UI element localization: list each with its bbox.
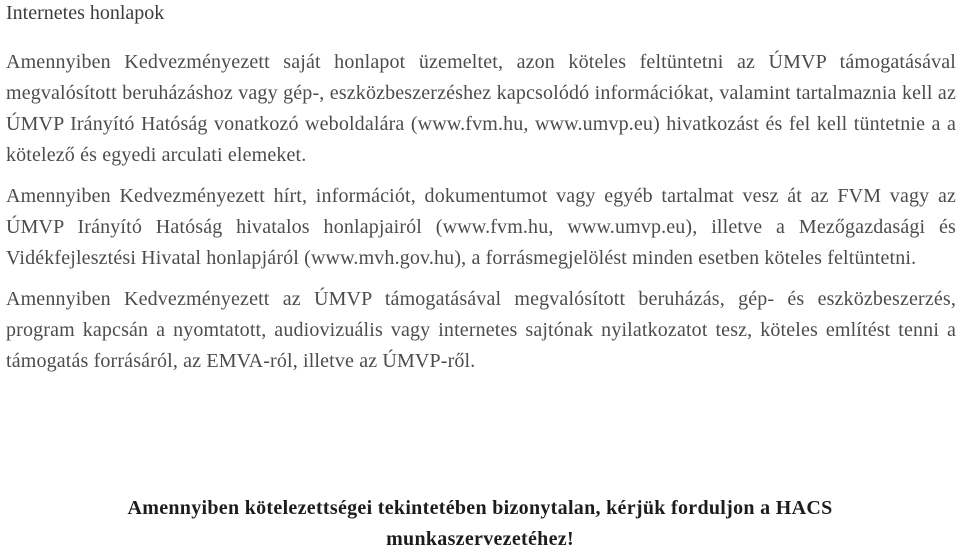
paragraph-own-website: Amennyiben Kedvezményezett saját honlapot üzemeltet, azon köteles feltüntetni az ÚMVP támogatásával megvalósított beruházáshoz vagy gép-, eszközbeszerzéshez kapcsolódó információkat, valamint tartalmaznia kell az ÚMVP Irányító Hatóság vonatkozó weboldalára (www.fvm.hu, www.umvp.eu) hivatkozást és fel kell tüntetnie a a kötelező és egyedi arculati elemeket.: [6, 51, 956, 166]
document-page: [6, 0, 956, 377]
section-heading: Internetes honlapok: [6, 2, 165, 24]
closing-notice: Amennyiben kötelezettségei tekintetében bizonytalan, kérjük forduljon a HACS munkaszervezetéhez!: [127, 497, 833, 550]
paragraph-content-source: Amennyiben Kedvezményezett hírt, információt, dokumentumot vagy egyéb tartalmat vesz át az FVM vagy az ÚMVP Irányító Hatóság hivatalos honlapjairól (www.fvm.hu, www.umvp.eu), illetve a Mezőgazdasági és Vidékfejlesztési Hivatal honlapjáról (www.mvh.gov.hu), a forrásmegjelölést minden esetben köteles feltüntetni.: [6, 185, 956, 269]
paragraph-press-statement: Amennyiben Kedvezményezett az ÚMVP támogatásával megvalósított beruházás, gép- és eszközbeszerzés, program kapcsán a nyomtatott, audiovizuális vagy internetes sajtónak nyilatkozatot tesz, köteles említést tenni a támogatás forrásáról, az EMVA-ról, illetve az ÚMVP-ről.: [6, 288, 956, 372]
